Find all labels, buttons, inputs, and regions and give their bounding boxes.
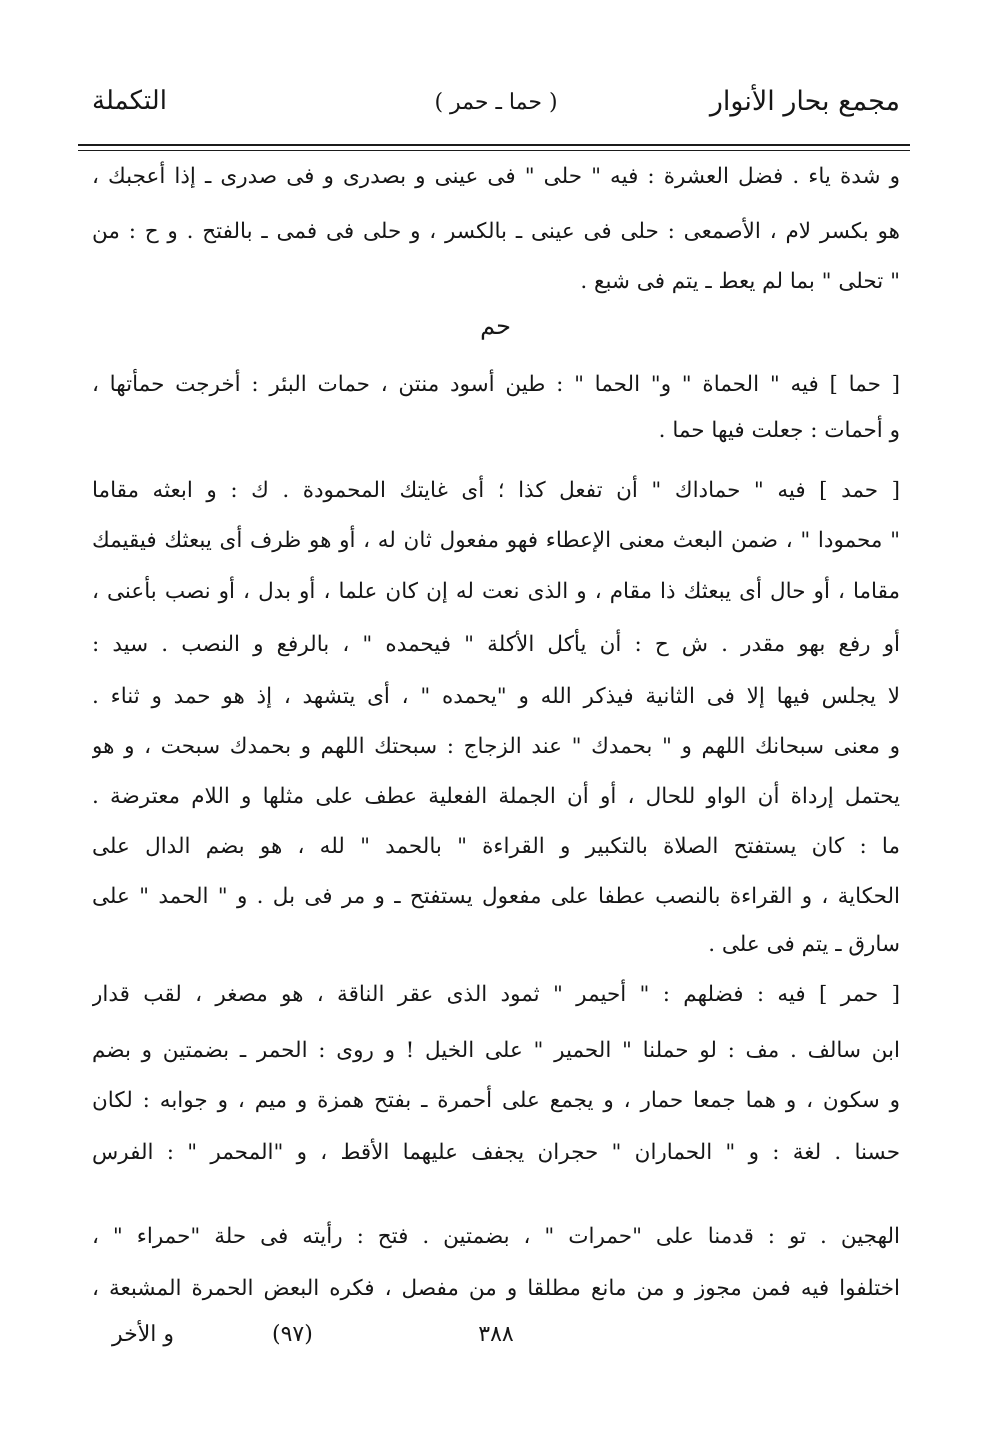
header-rule-thin <box>78 150 910 151</box>
text-line: ابن سالف . مف : لو حملنا " الحمير " على الخيل ! و روى : الحمر ـ بضمتين و بضم <box>92 1038 900 1063</box>
text-line: الحكاية ، و القراءة بالنصب عطفا على مفعول يستفتح ـ و مر فى بل . و " الحمد " على <box>92 884 900 909</box>
text-line: [ حمر ] فيه : فضلهم : " أحيمر " ثمود الذى عقر الناقة ، هو مصغر ، لقب قدار <box>92 982 900 1007</box>
book-title: مجمع بحار الأنوار <box>709 86 900 117</box>
text-line: لا يجلس فيها إلا فى الثانية فيذكر الله و "يحمده " ، أى يتشهد ، إذ هو حمد و ثناء . <box>92 684 900 709</box>
volume-mark: (٩٧) <box>272 1322 313 1347</box>
text-line: الهجين . تو : قدمنا على "حمرات " ، بضمتين . فتح : رأيته فى حلة "حمراء " ، <box>92 1224 900 1249</box>
page-footer <box>92 1322 900 1358</box>
text-line: مقاما ، أو حال أى يبعثك ذا مقام ، و الذى نعت له إن كان علما ، أو بدل ، أو نصب بأعنى ، <box>92 579 900 604</box>
page-number: ٣٨٨ <box>478 1322 514 1347</box>
text-line: هو بكسر لام ، الأصمعى : حلى فى عينى ـ بالكسر ، و حلى فى فمى ـ بالفتح . و ح : من <box>92 219 900 244</box>
text-line: [ حما ] فيه " الحماة " و" الحما " : طين أسود منتن ، حمات البئر : أخرجت حمأتها ، <box>92 372 900 397</box>
text-line: " محمودا " ، ضمن البعث معنى الإعطاء فهو مفعول ثان له ، أو هو ظرف أى يبعثك فيقيمك <box>92 528 900 553</box>
section-heading: حم <box>480 312 511 340</box>
text-line: [ حمد ] فيه " حماداك " أن تفعل كذا ؛ أى غايتك المحمودة . ك : و ابعثه مقاما <box>92 478 900 503</box>
section-range: ( حما ـ حمر ) <box>434 90 558 115</box>
text-line: " تحلى " بما لم يعط ـ يتم فى شبع . <box>580 269 900 294</box>
text-line: و سكون ، و هما جمعا حمار ، و يجمع على أحمرة ـ بفتح همزة و ميم ، و جوابه : لكان <box>92 1088 900 1113</box>
text-line: حسنا . لغة : و " الحماران " حجران يجفف عليهما الأقط ، و "المحمر " : الفرس <box>92 1140 900 1165</box>
text-line: ما : كان يستفتح الصلاة بالتكبير و القراءة " بالحمد " لله ، هو بضم الدال على <box>92 834 900 859</box>
text-line: سارق ـ يتم فى على . <box>708 932 900 957</box>
text-line: يحتمل إرداة أن الواو للحال ، أو أن الجملة الفعلية عطف على مثلها و اللام معترضة . <box>92 784 900 809</box>
text-line: و أحمات : جعلت فيها حما . <box>658 418 900 443</box>
text-line: أو رفع بهو مقدر . ش ح : أن يأكل الأكلة " فيحمده " ، بالرفع و النصب . سيد : <box>92 632 900 657</box>
page-header <box>92 86 900 130</box>
text-line: اختلفوا فيه فمن مجوز و من مانع مطلقا و من مفصل ، فكره البعض الحمرة المشبعة ، <box>92 1276 900 1301</box>
header-rule <box>78 144 910 146</box>
text-line: و شدة ياء . فضل العشرة : فيه " حلى " فى عينى و بصدرى و فى صدرى ـ إذا أعجبك ، <box>92 164 900 189</box>
text-line: و معنى سبحانك اللهم و " بحمدك " عند الزجاج : سبحتك اللهم و بحمدك سبحت ، و هو <box>92 734 900 759</box>
catchword: و الأخر <box>112 1322 175 1347</box>
part-label: التكملة <box>92 86 167 116</box>
